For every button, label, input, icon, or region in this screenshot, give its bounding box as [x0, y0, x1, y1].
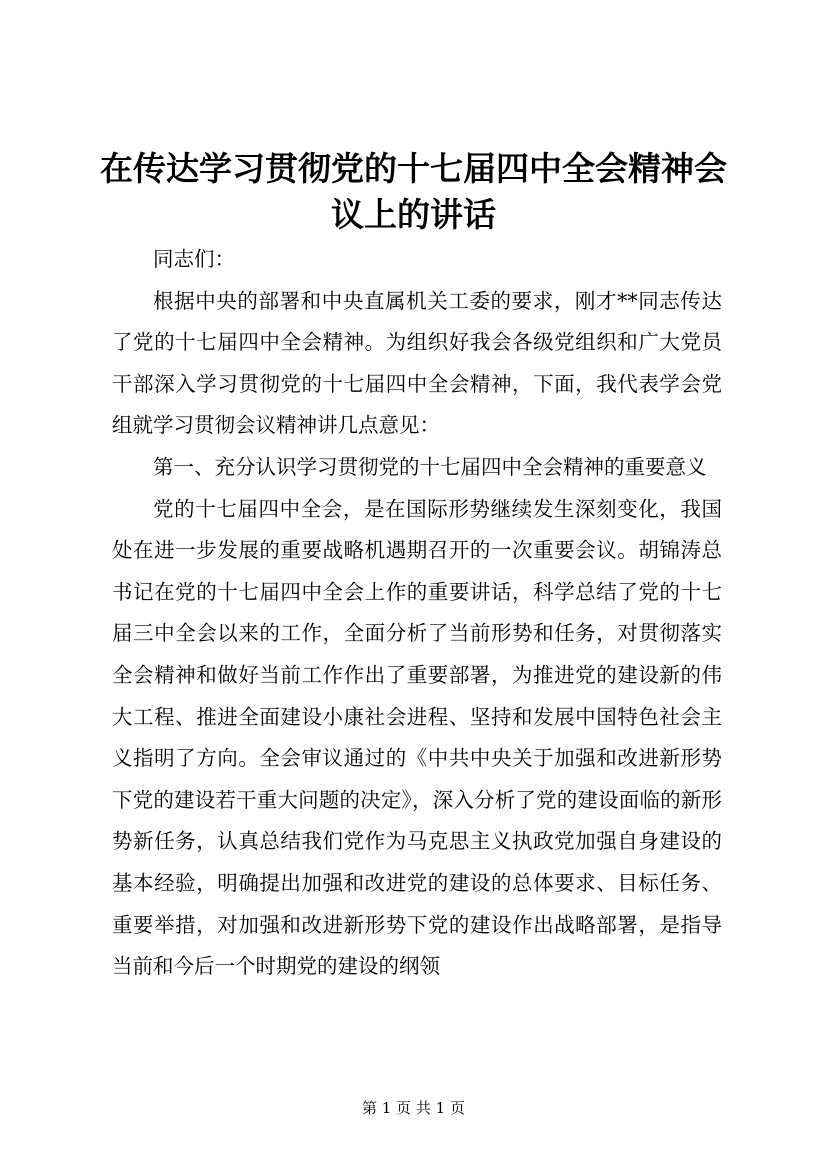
body-paragraph: 党的十七届四中全会，是在国际形势继续发生深刻变化，我国处在进一步发展的重要战略机遇期召开的一次重要会议。胡锦涛总书记在党的十七届四中全会上作的重要讲话，科学总结了党的十七届三中全会以来的工作，全面分析了当前形势和任务，对贯彻落实全会精神和做好当前工作作出了重要部署，为推进党的建设新的伟大工程、推进全面建设小康社会进程、坚持和发展中国特色社会主义指明了方向。全会审议通过的《中共中央关于加强和改进新形势下党的建设若干重大问题的决定》，深入分析了党的建设面临的新形势新任务，认真总结我们党作为马克思主义执政党加强自身建设的基本经验，明确提出加强和改进党的建设的总体要求、目标任务、重要举措，对加强和改进新形势下党的建设作出战略部署，是指导当前和今后一个时期党的建设的纲领 — [112, 496, 722, 979]
page-number-footer: 第 1 页 共 1 页 — [362, 1099, 465, 1117]
document-title: 在传达学习贯彻党的十七届四中全会精神会议上的讲话 — [100, 149, 727, 234]
section-heading-paragraph: 第一、充分认识学习贯彻党的十七届四中全会精神的重要意义 — [153, 454, 707, 479]
intro-paragraph: 根据中央的部署和中央直属机关工委的要求，刚才**同志传达了党的十七届四中全会精神。为组织好我会各级党组织和广大党员干部深入学习贯彻党的十七届四中全会精神，下面，我代表学会党组就学习贯彻会议精神讲几点意见： — [112, 288, 722, 438]
document-body — [112, 239, 722, 988]
salutation-paragraph: 同志们： — [153, 247, 235, 271]
